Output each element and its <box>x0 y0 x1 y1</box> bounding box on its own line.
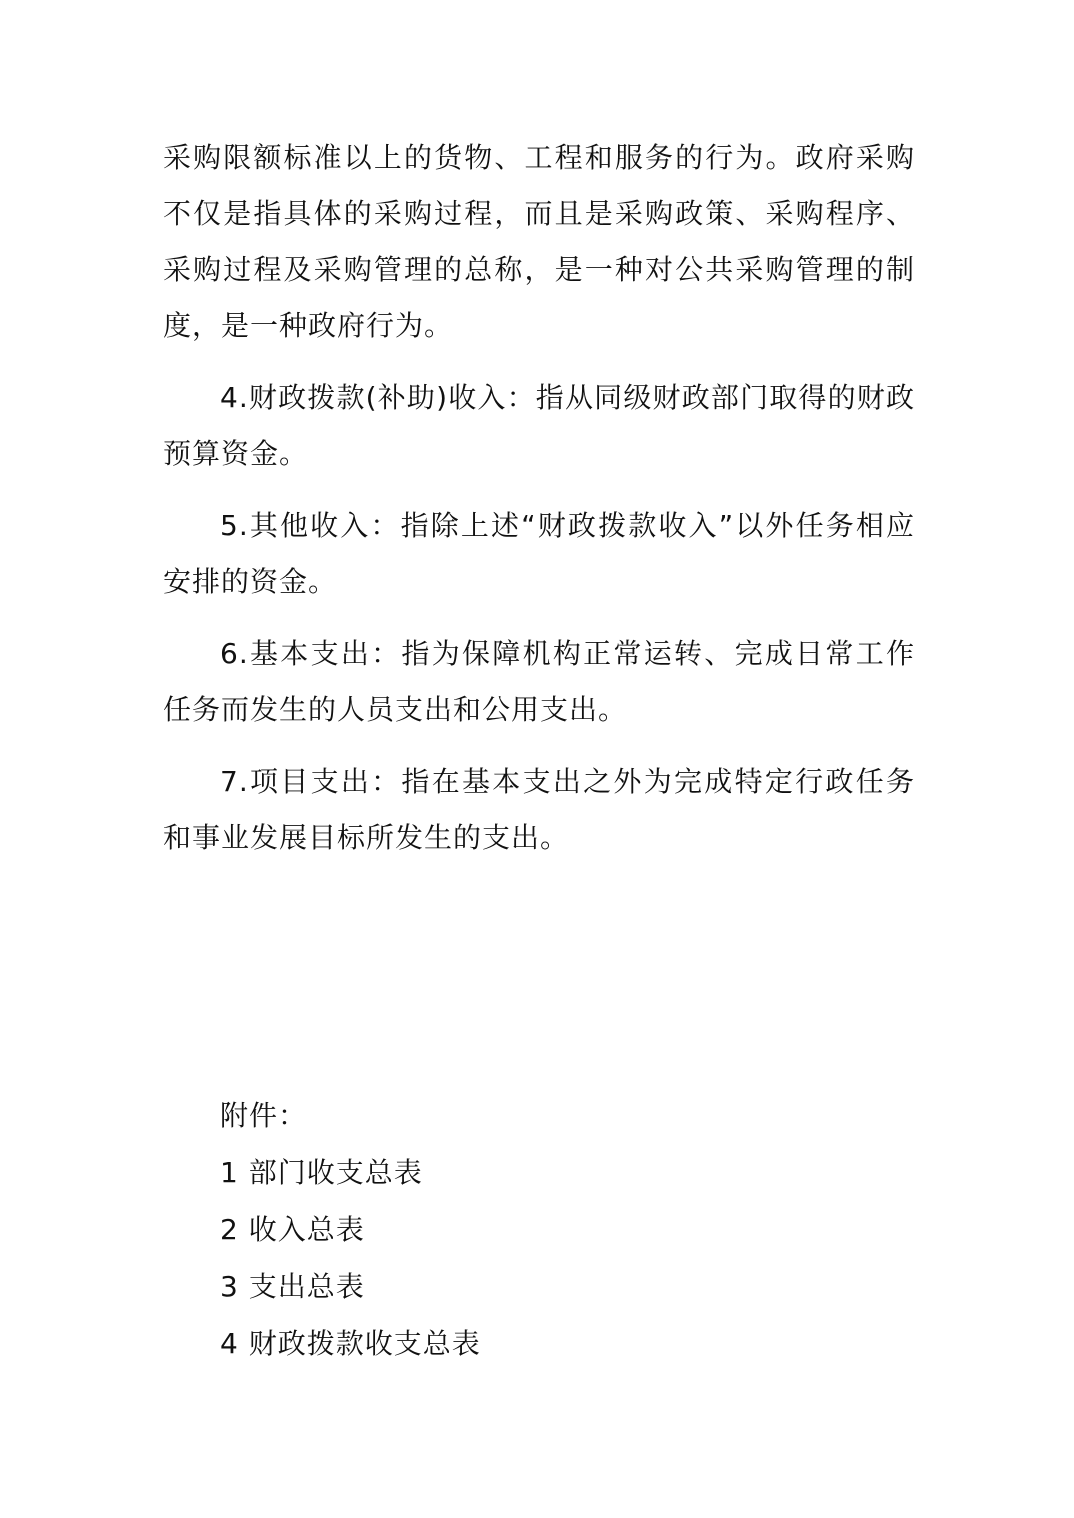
attachment-item: 4 财政拨款收支总表 <box>220 1327 481 1360</box>
paragraph-procurement-continued: 采购限额标准以上的货物、工程和服务的行为。政府采购不仅是指具体的采购过程，而且是采购政策、采购程序、采购过程及采购管理的总称，是一种对公共采购管理的制度，是一种政府行为。 <box>163 141 915 342</box>
attachments-heading: 附件： <box>220 1099 308 1132</box>
paragraph-project-expenditure: 7.项目支出：指在基本支出之外为完成特定行政任务和事业发展目标所发生的支出。 <box>163 765 915 854</box>
attachment-item: 3 支出总表 <box>220 1270 365 1303</box>
body-text <box>163 130 915 882</box>
attachments-list <box>220 1087 820 1372</box>
attachment-item: 2 收入总表 <box>220 1213 365 1246</box>
attachment-item: 1 部门收支总表 <box>220 1156 423 1189</box>
paragraph-fiscal-appropriation-income: 4.财政拨款(补助)收入：指从同级财政部门取得的财政预算资金。 <box>163 381 915 470</box>
paragraph-other-income: 5.其他收入：指除上述“财政拨款收入”以外任务相应安排的资金。 <box>163 509 915 598</box>
paragraph-basic-expenditure: 6.基本支出：指为保障机构正常运转、完成日常工作任务而发生的人员支出和公用支出。 <box>163 637 915 726</box>
